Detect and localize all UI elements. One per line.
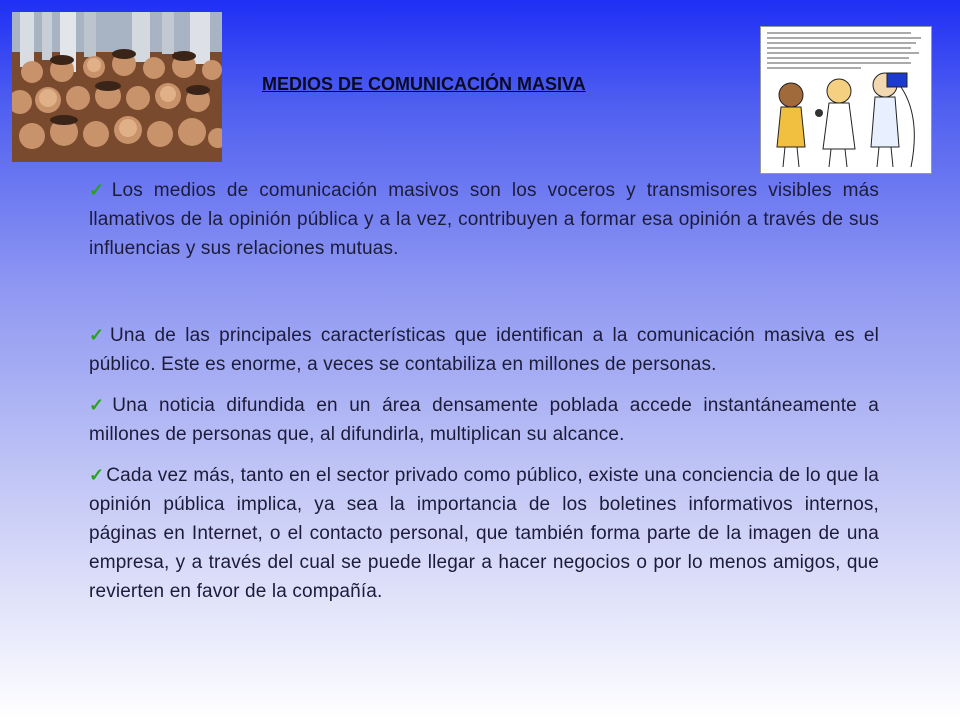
- cartoon-illustration: [761, 27, 931, 173]
- bullet-item: [89, 391, 879, 449]
- crowd-illustration: [12, 12, 222, 162]
- checkmark-icon: ✓: [89, 465, 105, 485]
- bullet-item: [89, 461, 879, 606]
- bullet-text: Una noticia difundida en un área densamente poblada accede instantáneamente a millones de personas que, al difundirla, multiplican su alcance.: [89, 395, 879, 445]
- bullet-text: Una de las principales características que identifican a la comunicación masiva es el público. Este es enorme, a veces se contabiliza en millones de personas.: [89, 325, 880, 375]
- bullet-text: Los medios de comunicación masivos son los voceros y transmisores visibles más llamativos de la opinión pública y a la vez, contribuyen a formar esa opinión a través de sus influencias y sus relaciones mutuas.: [89, 180, 880, 259]
- bullet-list: [89, 176, 879, 606]
- checkmark-icon: ✓: [89, 180, 110, 200]
- bullet-item: [89, 176, 879, 263]
- slide-title: MEDIOS DE COMUNICACIÓN MASIVA: [262, 74, 586, 94]
- cartoon-image: [760, 26, 932, 174]
- crowd-photo: [12, 12, 222, 162]
- bullet-text: Cada vez más, tanto en el sector privado como público, existe una conciencia de lo que la opinión pública implica, ya sea la importancia de los boletines informativos internos, páginas en Internet, o el contacto personal, que también forma parte de la imagen de una empresa, y a través del cual se puede llegar a hacer negocios o por lo menos amigos, que revierten en favor de la compañía.: [89, 465, 879, 602]
- checkmark-icon: ✓: [89, 395, 111, 415]
- bullet-item: [89, 321, 879, 379]
- checkmark-icon: ✓: [89, 325, 109, 345]
